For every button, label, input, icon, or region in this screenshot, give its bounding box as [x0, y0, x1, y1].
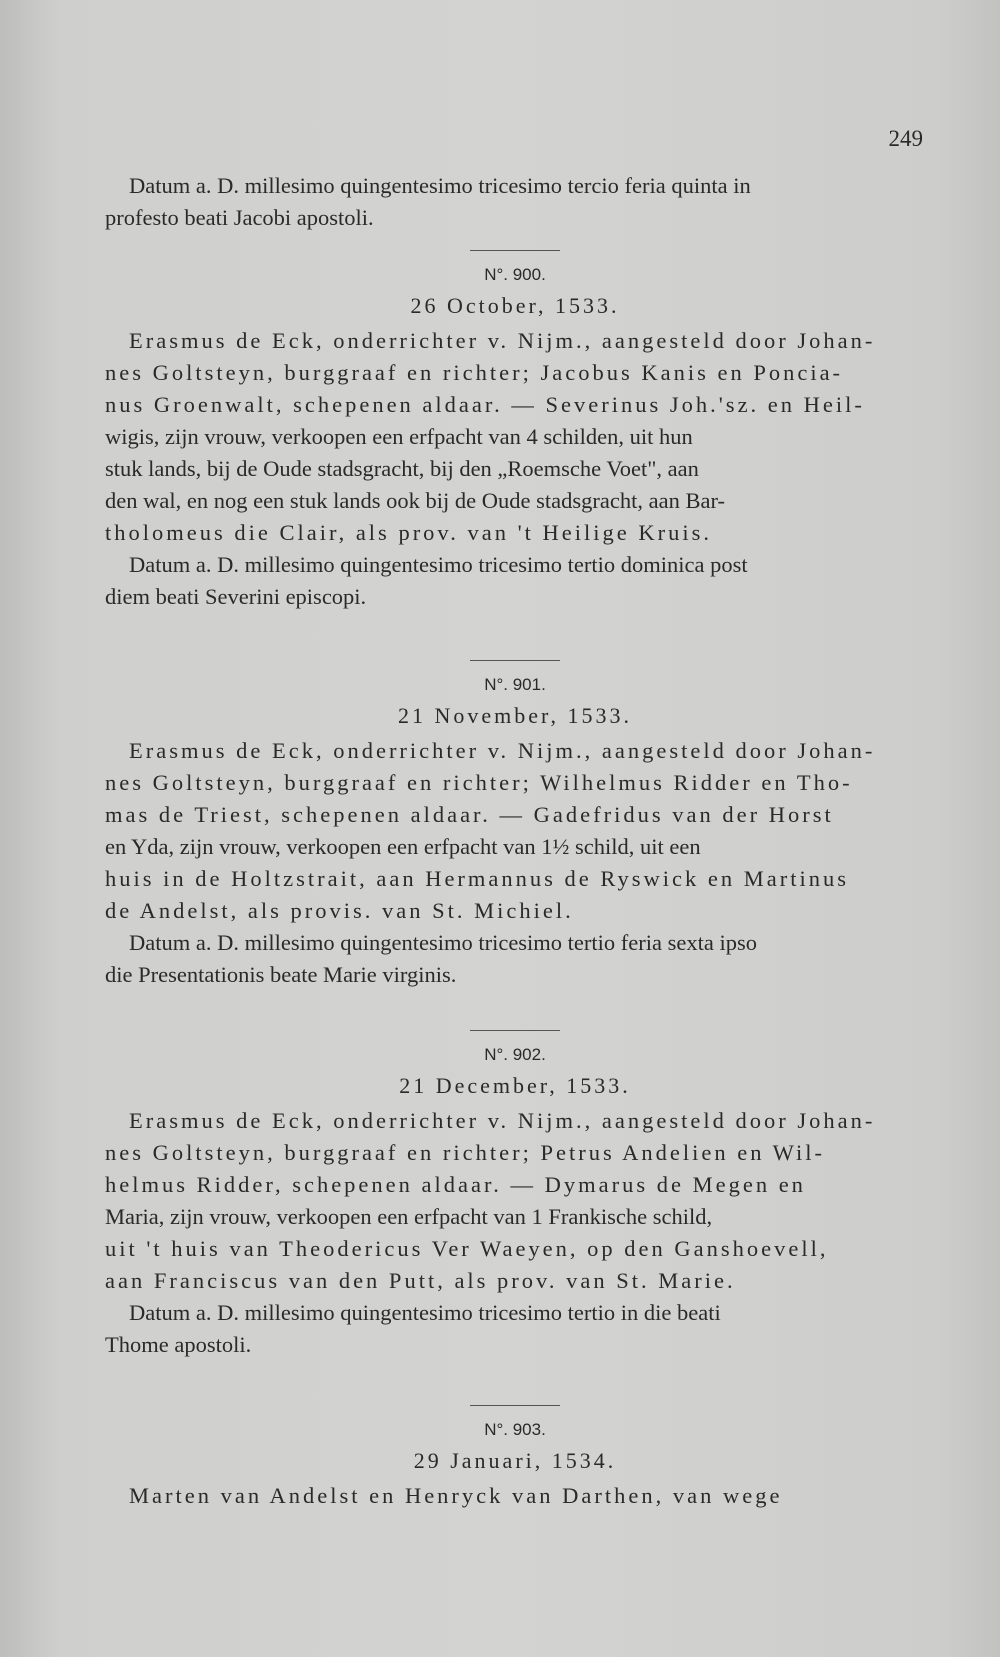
- text-line: Datum a. D. millesimo quingentesimo tricesimo tercio feria quinta in: [129, 173, 751, 198]
- entry-number: N°. 903.: [484, 1420, 546, 1439]
- text-line: nus Groenwalt, schepenen aldaar. — Severinus Joh.'sz. en Heil-: [105, 392, 865, 417]
- text-line: Datum a. D. millesimo quingentesimo tricesimo tertio in die beati: [129, 1300, 721, 1325]
- entry-closing: [105, 927, 925, 991]
- separator-rule: [470, 250, 560, 251]
- text-line: mas de Triest, schepenen aldaar. — Gadefridus van der Horst: [105, 802, 834, 827]
- text-line: huis in de Holtzstrait, aan Hermannus de Ryswick en Martinus: [105, 866, 849, 891]
- text-line: de Andelst, als provis. van St. Michiel.: [105, 898, 574, 923]
- text-line: stuk lands, bij de Oude stadsgracht, bij den „Roemsche Voet", aan: [105, 456, 699, 481]
- text-line: Erasmus de Eck, onderrichter v. Nijm., aangesteld door Johan-: [129, 738, 876, 763]
- entry-body: [105, 735, 925, 927]
- intro-closing: [105, 170, 925, 234]
- text-line: Erasmus de Eck, onderrichter v. Nijm., aangesteld door Johan-: [129, 1108, 876, 1133]
- entry-901: [105, 660, 925, 991]
- separator-rule: [470, 1030, 560, 1031]
- entry-closing: [105, 1297, 925, 1361]
- entry-date: 21 December, 1533.: [399, 1073, 631, 1098]
- entry-902: [105, 1030, 925, 1361]
- separator-rule: [470, 1405, 560, 1406]
- text-line: helmus Ridder, schepenen aldaar. — Dymarus de Megen en: [105, 1172, 806, 1197]
- entry-number: N°. 902.: [484, 1045, 546, 1064]
- text-line: en Yda, zijn vrouw, verkoopen een erfpacht van 1½ schild, uit een: [105, 834, 701, 859]
- entry-body: [105, 1105, 925, 1297]
- text-line: tholomeus die Clair, als prov. van 't Heilige Kruis.: [105, 520, 712, 545]
- separator-rule: [470, 660, 560, 661]
- entry-date: 29 Januari, 1534.: [413, 1448, 617, 1473]
- text-line: Datum a. D. millesimo quingentesimo tricesimo tertio feria sexta ipso: [129, 930, 757, 955]
- text-line: Marten van Andelst en Henryck van Darthen, van wege: [129, 1483, 783, 1508]
- entry-900: [105, 250, 925, 613]
- entry-903: [105, 1405, 925, 1512]
- page-number: 249: [888, 126, 923, 151]
- text-line: wigis, zijn vrouw, verkoopen een erfpacht van 4 schilden, uit hun: [105, 424, 693, 449]
- text-line: diem beati Severini episcopi.: [105, 584, 367, 609]
- text-line: die Presentationis beate Marie virginis.: [105, 962, 457, 987]
- text-line: Thome apostoli.: [105, 1332, 252, 1357]
- text-line: uit 't huis van Theodericus Ver Waeyen, op den Ganshoevell,: [105, 1236, 829, 1261]
- text-line: nes Goltsteyn, burggraaf en richter; Jacobus Kanis en Poncia-: [105, 360, 844, 385]
- entry-date: 26 October, 1533.: [410, 293, 620, 318]
- text-line: nes Goltsteyn, burggraaf en richter; Wilhelmus Ridder en Tho-: [105, 770, 853, 795]
- text-line: profesto beati Jacobi apostoli.: [105, 205, 374, 230]
- text-line: den wal, en nog een stuk lands ook bij de Oude stadsgracht, aan Bar-: [105, 488, 726, 513]
- entry-body: [105, 325, 925, 549]
- text-line: Datum a. D. millesimo quingentesimo tricesimo tertio dominica post: [129, 552, 748, 577]
- text-line: aan Franciscus van den Putt, als prov. van St. Marie.: [105, 1268, 736, 1293]
- text-line: Erasmus de Eck, onderrichter v. Nijm., aangesteld door Johan-: [129, 328, 876, 353]
- entry-date: 21 November, 1533.: [398, 703, 632, 728]
- entry-body: [105, 1480, 925, 1512]
- entry-number: N°. 900.: [484, 265, 546, 284]
- entry-number: N°. 901.: [484, 675, 546, 694]
- entry-closing: [105, 549, 925, 613]
- text-line: nes Goltsteyn, burggraaf en richter; Petrus Andelien en Wil-: [105, 1140, 825, 1165]
- text-line: Maria, zijn vrouw, verkoopen een erfpacht van 1 Frankische schild,: [105, 1204, 713, 1229]
